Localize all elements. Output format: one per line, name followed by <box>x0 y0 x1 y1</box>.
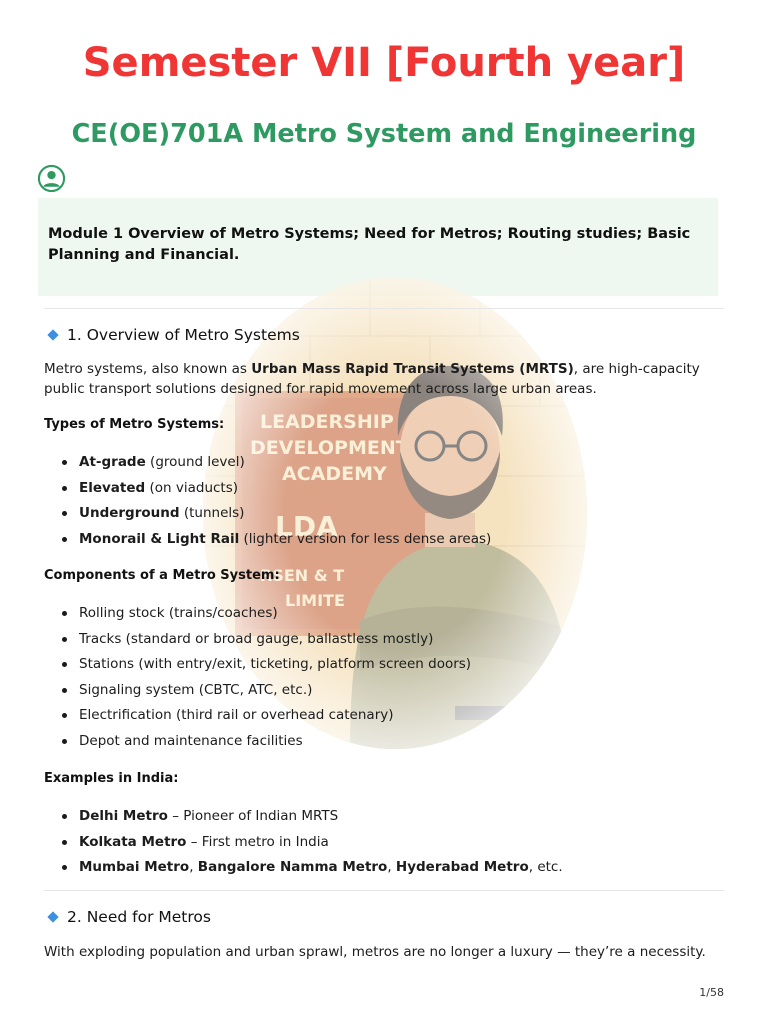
list-item: Mumbai Metro, Bangalore Namma Metro, Hyderabad Metro, etc. <box>60 857 563 883</box>
diamond-bullet-icon <box>47 911 58 922</box>
examples-label: Examples in India: <box>44 771 179 786</box>
heading-text: 1. Overview of Metro Systems <box>67 326 300 344</box>
list-item: Signaling system (CBTC, ATC, etc.) <box>60 680 471 706</box>
course-title: CE(OE)701A Metro System and Engineering <box>71 119 697 149</box>
list-item: Delhi Metro – Pioneer of Indian MRTS <box>60 806 563 832</box>
types-label: Types of Metro Systems: <box>44 417 225 432</box>
list-item: Underground (tunnels) <box>60 503 491 529</box>
section-heading-need <box>44 908 211 926</box>
list-item: Tracks (standard or broad gauge, ballastless mostly) <box>60 629 471 655</box>
list-item: Electrification (third rail or overhead catenary) <box>60 705 471 731</box>
module-title: Module 1 Overview of Metro Systems; Need for Metros; Routing studies; Basic Planning and Financial. <box>48 226 691 263</box>
list-item: Monorail & Light Rail (lighter version for less dense areas) <box>60 529 491 555</box>
divider <box>44 890 724 891</box>
divider <box>44 308 724 309</box>
list-item: Elevated (on viaducts) <box>60 478 491 504</box>
page-title: Semester VII [Fourth year] <box>82 40 686 86</box>
section-heading-overview <box>44 326 300 344</box>
user-icon[interactable] <box>37 164 66 193</box>
list-item: Depot and maintenance facilities <box>60 731 471 757</box>
list-item: Kolkata Metro – First metro in India <box>60 832 563 858</box>
page-number: 1/58 <box>699 986 724 999</box>
heading-text: 2. Need for Metros <box>67 908 211 926</box>
diamond-bullet-icon <box>47 329 58 340</box>
list-item: Stations (with entry/exit, ticketing, platform screen doors) <box>60 654 471 680</box>
examples-list <box>60 806 563 883</box>
components-list <box>60 603 471 756</box>
overview-intro: Metro systems, also known as Urban Mass Rapid Transit Systems (MRTS), are high-capacity public transport solutions designed for rapid movement across large urban areas. <box>44 361 700 397</box>
types-list <box>60 452 491 554</box>
list-item: At-grade (ground level) <box>60 452 491 478</box>
list-item: Rolling stock (trains/coaches) <box>60 603 471 629</box>
need-intro: With exploding population and urban sprawl, metros are no longer a luxury — they’re a necessity. <box>44 944 706 960</box>
components-label: Components of a Metro System: <box>44 568 280 583</box>
